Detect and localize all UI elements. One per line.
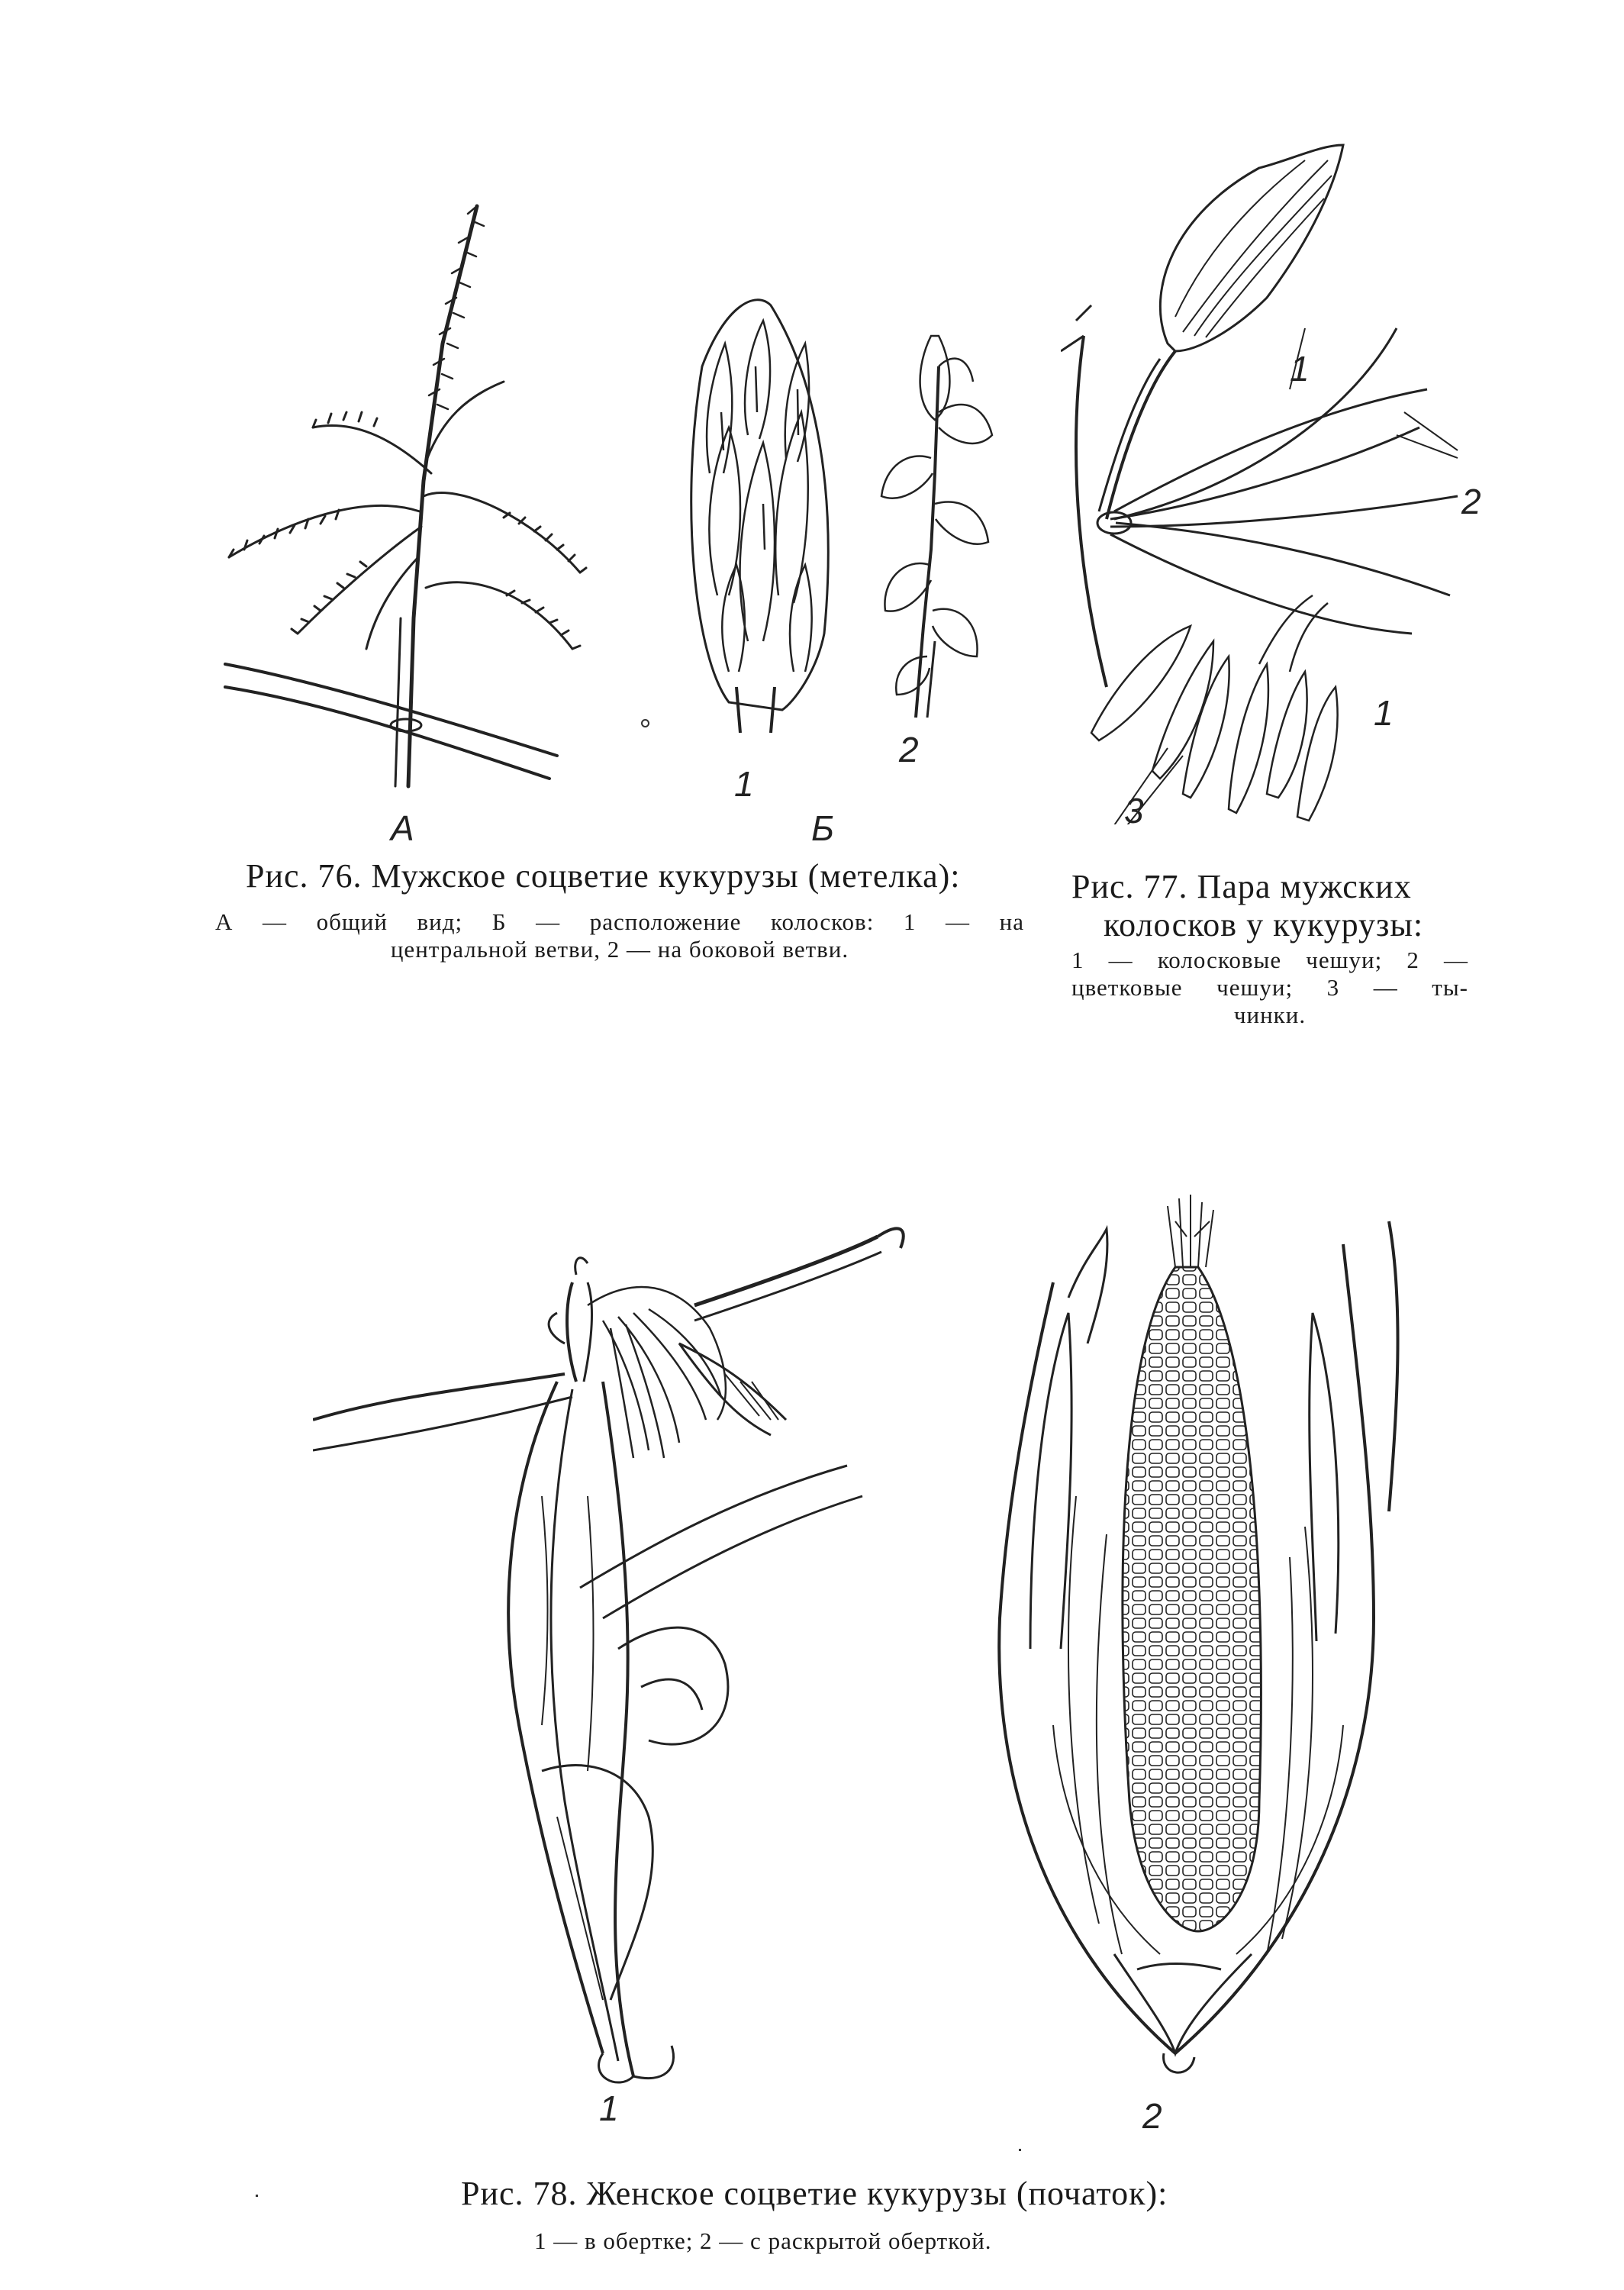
fig76-caption-title: Рис. 76. Мужское соцветие кукурузы (метелка):	[246, 857, 961, 895]
fig76-label-b2: 2	[899, 730, 919, 769]
scan-speck	[641, 719, 649, 727]
fig76-label-b1: 1	[734, 764, 754, 804]
fig77-caption-line3: чинки.	[1233, 1001, 1307, 1028]
figure-78-1-ear-in-husk	[313, 1191, 923, 2107]
fig77-label-3: 3	[1124, 791, 1144, 831]
fig77-label-1-top: 1	[1290, 349, 1310, 389]
fig78-label-2: 2	[1142, 2096, 1162, 2136]
fig78-label-1: 1	[599, 2088, 619, 2128]
figure-78-2-ear-opened	[946, 1191, 1427, 2092]
fig77-caption-title-2: колосков у кукурузы:	[1104, 906, 1424, 943]
figure-76b1-spikelets	[656, 275, 862, 763]
fig76-caption-line2: центральной ветви, 2 — на боковой ветви.	[390, 936, 849, 963]
fig78-caption-title: Рис. 78. Женское соцветие кукурузы (початок):	[461, 2175, 1168, 2212]
fig76-label-a: А	[391, 808, 414, 848]
fig77-label-2: 2	[1461, 482, 1481, 521]
fig76-caption-line1: А — общий вид; Б — расположение колосков: 1 — на	[215, 908, 1024, 935]
fig77-caption-line1: 1 — колосковые чешуи; 2 —	[1071, 947, 1468, 973]
figure-76b2-spikelets	[862, 321, 1007, 733]
fig78-caption-line1: 1 — в обертке; 2 — с раскрытой оберткой.	[534, 2227, 992, 2254]
fig77-caption-line2: цветковые чешуи; 3 — ты-	[1071, 974, 1468, 1001]
scan-speck	[1019, 2149, 1021, 2151]
fig77-label-1-bottom: 1	[1374, 693, 1394, 733]
scan-speck	[256, 2195, 258, 2197]
figure-76a-tassel	[214, 191, 672, 817]
figure-77-spikelets	[1061, 137, 1488, 824]
fig76-label-b: Б	[811, 808, 834, 848]
fig77-caption-title-1: Рис. 77. Пара мужских	[1071, 868, 1412, 905]
